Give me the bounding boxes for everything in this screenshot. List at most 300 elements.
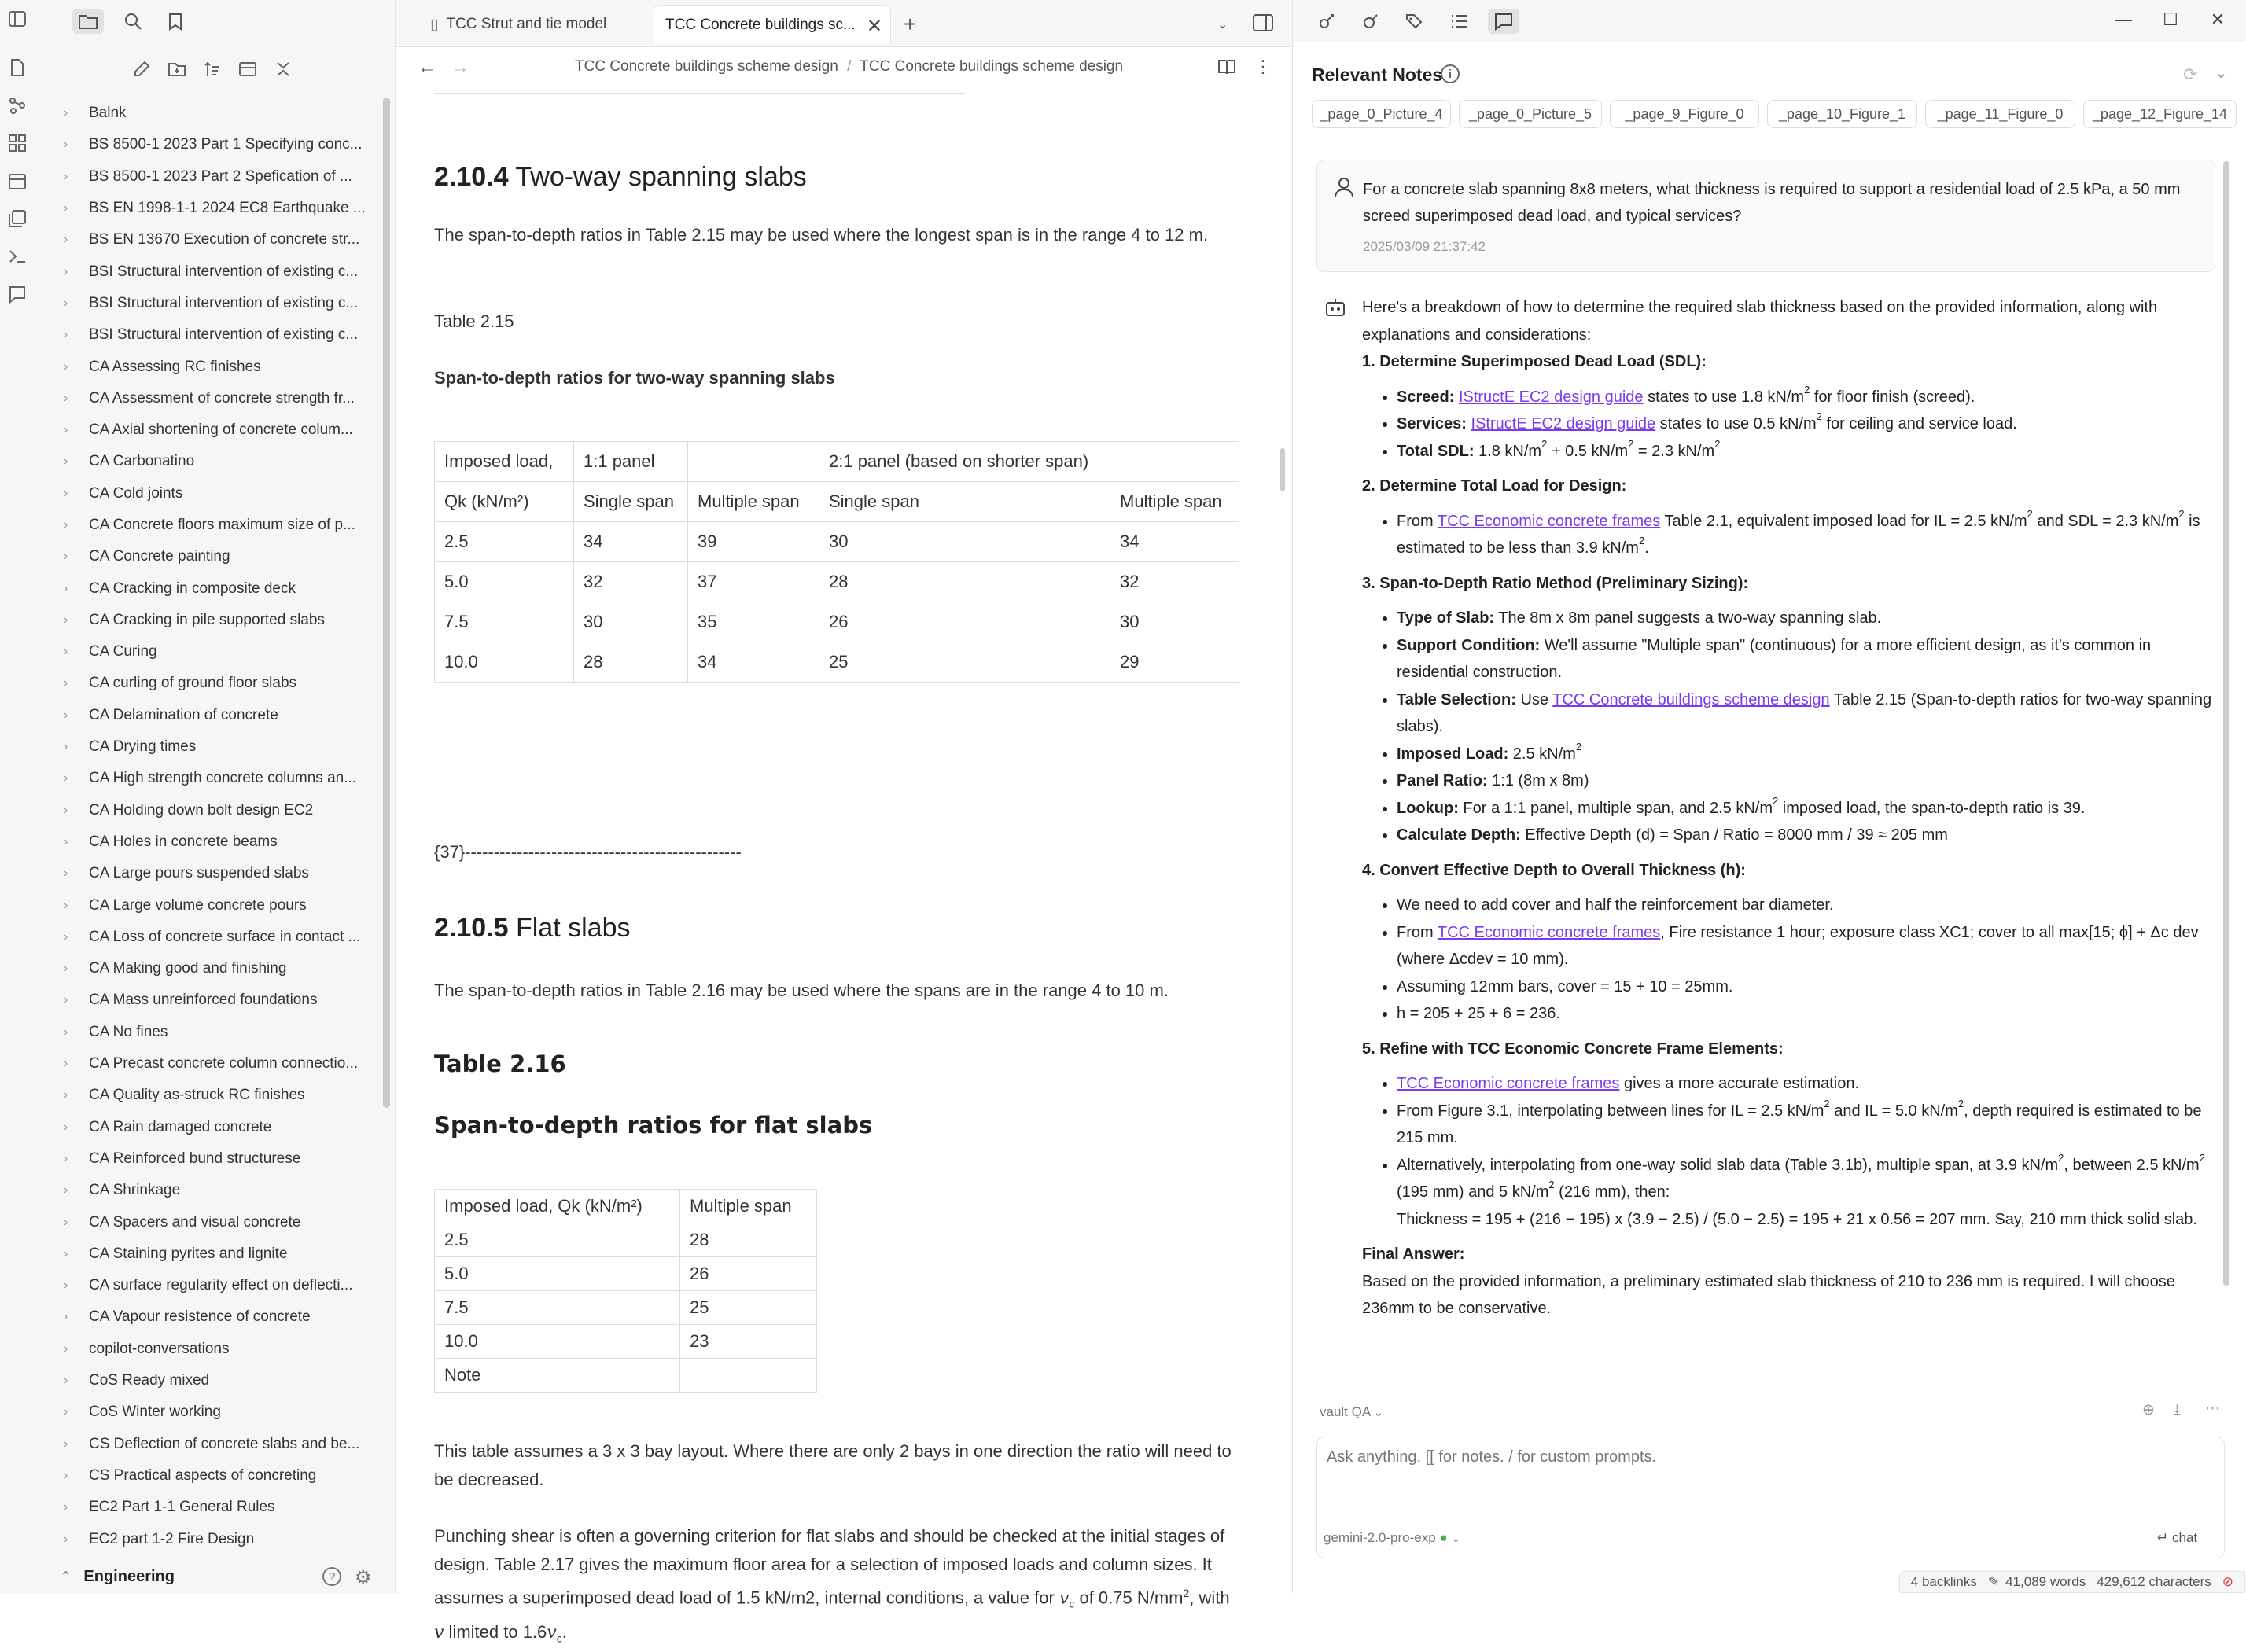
table-cell: 7.5	[435, 1291, 680, 1325]
file-tree-item[interactable]	[35, 98, 381, 129]
table-cell: 2:1 panel (based on shorter span)	[819, 442, 1110, 482]
table-row	[435, 1325, 817, 1359]
tab-list-chevron-down-icon[interactable]: ⌄	[1217, 18, 1228, 31]
file-tree-item[interactable]	[35, 1365, 381, 1396]
table-cell: 1:1 panel	[574, 442, 688, 482]
file-tree-item-label: CA High strength concrete columns an...	[89, 770, 357, 787]
new-note-icon[interactable]	[131, 59, 152, 79]
file-tree-item[interactable]	[35, 605, 381, 636]
table-caption: Span-to-depth ratios for two-way spanning slabs	[434, 368, 835, 388]
new-note-icon[interactable]	[8, 58, 27, 77]
list-item: • Imposed Load: 2.5 $kN/m^2$	[1397, 741, 2219, 768]
chevron-right-icon[interactable]: ›	[64, 1215, 68, 1229]
user-question: For a concrete slab spanning 8x8 meters, what thickness is required to support a residential load of 2.5 kPa, a 50 mm screed superimposed dead load, and typical services?	[1363, 181, 2181, 225]
chevron-right-icon[interactable]: ›	[64, 138, 68, 152]
outline-list-icon[interactable]	[1444, 9, 1475, 34]
chevron-right-icon[interactable]: ›	[64, 993, 68, 1007]
chevron-right-icon[interactable]: ›	[64, 233, 68, 247]
table-cell: 2.5	[435, 1223, 680, 1257]
chevron-right-icon[interactable]: ›	[64, 264, 68, 278]
table-cell: 7.5	[435, 602, 574, 642]
file-tree-item-label: CA Delamination of concrete	[89, 706, 278, 723]
user-message	[1316, 160, 2215, 272]
list-item: • Services: IStructE EC2 design guide states to use 0.5 $kN/m^2$ for ceiling and service load.	[1397, 410, 2219, 438]
file-tree-item[interactable]	[35, 446, 381, 477]
file-tree-item[interactable]	[35, 256, 381, 287]
list-item: • We need to add cover and half the reinforcement bar diameter.	[1397, 892, 2219, 919]
file-tree-item[interactable]	[35, 1206, 381, 1238]
tab-label: TCC Concrete buildings sc...	[665, 16, 856, 33]
chevron-right-icon[interactable]: ›	[64, 898, 68, 912]
model-status-icon: ●	[1439, 1530, 1448, 1545]
file-tree-item[interactable]	[35, 1048, 381, 1080]
table-cell: 5.0	[435, 1257, 680, 1291]
file-tree-item-label: CA Cracking in pile supported slabs	[89, 611, 325, 628]
file-tree-item-label: BS 8500-1 2023 Part 1 Specifying conc...	[89, 136, 363, 153]
file-tree-item-label: CA Holes in concrete beams	[89, 833, 278, 850]
file-tree-item[interactable]	[35, 763, 381, 794]
file-tree-item-label: CA Spacers and visual concrete	[89, 1213, 301, 1231]
file-tree-item[interactable]	[35, 510, 381, 541]
answer-step-heading: 2. Determine Total Load for Design:	[1362, 477, 1627, 495]
backlinks-count[interactable]: 4 backlinks	[1910, 1574, 1977, 1589]
maximize-icon[interactable]: ☐	[2163, 9, 2178, 29]
file-tree-item-label: Balnk	[89, 105, 127, 122]
refresh-icon[interactable]: ⟳	[2183, 64, 2198, 84]
file-tree-item-label: CA Assessing RC finishes	[89, 358, 261, 375]
save-chat-download-icon[interactable]: ⤓	[2174, 1401, 2181, 1418]
chevron-right-icon[interactable]: ›	[64, 1246, 68, 1260]
file-tree-item[interactable]	[35, 478, 381, 510]
file-tree-item[interactable]	[35, 1175, 381, 1206]
file-tree-item-label: CA Assessment of concrete strength fr...	[89, 389, 355, 407]
table-row	[435, 642, 1239, 683]
file-tree-item-label: BSI Structural intervention of existing c...	[89, 263, 359, 280]
vault-switcher[interactable]	[35, 1560, 396, 1593]
chevron-right-icon[interactable]: ›	[64, 328, 68, 342]
breadcrumb-parent[interactable]: TCC Concrete buildings scheme design	[575, 58, 838, 75]
chevron-right-icon[interactable]: ›	[64, 1500, 68, 1514]
relevant-note-chip[interactable]: _page_11_Figure_0	[1925, 100, 2075, 128]
section-heading-2-10-5: 2.10.5 Flat slabs	[434, 913, 631, 943]
chevron-right-icon[interactable]: ›	[64, 1374, 68, 1388]
chevron-right-icon[interactable]: ›	[64, 1310, 68, 1324]
chevron-right-icon[interactable]: ›	[64, 1025, 68, 1039]
sort-icon[interactable]	[202, 59, 223, 79]
table-row	[435, 482, 1239, 522]
chevron-right-icon[interactable]: ›	[64, 296, 68, 310]
chevron-right-icon[interactable]: ›	[64, 613, 68, 627]
answer-step-heading: 3. Span-to-Depth Ratio Method (Preliminary Sizing):	[1362, 574, 1749, 592]
reading-view-book-icon[interactable]	[1217, 58, 1236, 79]
settings-gear-icon[interactable]: ⚙	[355, 1567, 372, 1588]
copilot-chat-pane	[1292, 0, 2245, 1593]
table-cell	[680, 1359, 817, 1393]
ai-answer	[1362, 294, 2219, 1323]
chevron-right-icon[interactable]: ›	[64, 359, 68, 373]
file-tree-item[interactable]	[35, 922, 381, 953]
table-cell: 5.0	[435, 562, 574, 602]
file-tree-item[interactable]	[35, 826, 381, 858]
table-caption: Span-to-depth ratios for flat slabs	[434, 1112, 873, 1139]
chat-input[interactable]	[1327, 1448, 2207, 1496]
templates-icon[interactable]	[8, 209, 27, 228]
file-tree-item-label: CA Concrete painting	[89, 548, 230, 565]
close-window-icon[interactable]: ✕	[2210, 9, 2226, 29]
file-tree-item-label: BSI Structural intervention of existing c...	[89, 326, 359, 344]
new-chat-icon[interactable]: ⊕	[2142, 1402, 2155, 1418]
table-row	[435, 442, 1239, 482]
file-tree-item-label: CA Axial shortening of concrete colum...	[89, 421, 353, 439]
table-cell: 34	[1110, 522, 1239, 562]
relevant-note-chip[interactable]: _page_12_Figure_14	[2083, 100, 2237, 128]
list-item: • Support Condition: We'll assume "Multiple span" (continuous) for a more efficient design, as it's common in residential construction.	[1397, 632, 2219, 686]
list-item: • TCC Economic concrete frames gives a more accurate estimation.	[1397, 1070, 2219, 1098]
list-item: • Total SDL: 1.8 $kN/m^2 + 0.5$ $kN/m^2 = 2.3$ $kN/m^2$	[1397, 438, 2219, 465]
relevant-note-chip[interactable]: _page_10_Figure_1	[1767, 100, 1917, 128]
table-cell: 28	[680, 1223, 817, 1257]
chevron-right-icon[interactable]: ›	[64, 676, 68, 690]
more-options-icon[interactable]: ⋯	[2205, 1400, 2220, 1417]
list-item: • Panel Ratio: 1:1 (8m x 8m)	[1397, 767, 2219, 795]
note-link[interactable]: TCC Economic concrete frames	[1437, 512, 1661, 530]
table-row	[435, 522, 1239, 562]
file-explorer-toolbar	[35, 55, 396, 83]
file-tree-item[interactable]	[35, 668, 381, 699]
file-tree-item-label: CA Rain damaged concrete	[89, 1118, 272, 1135]
tab-bar	[396, 0, 1292, 47]
table-cell: Single span	[819, 482, 1110, 522]
file-tree-item-label: CA Vapour resistence of concrete	[89, 1308, 311, 1326]
answer-step-heading: 1. Determine Superimposed Dead Load (SDL):	[1362, 353, 1707, 370]
file-tree-item[interactable]	[35, 953, 381, 984]
list-item: • Assuming 12mm bars, cover = 15 + 10 = 25mm.	[1397, 973, 2219, 1001]
file-tree-item-label: CA Cracking in composite deck	[89, 579, 296, 597]
file-tree-item-label: CA Concrete floors maximum size of p...	[89, 517, 355, 533]
paragraph: The span-to-depth ratios in Table 2.16 may be used where the spans are in the range 4 to 10 m.	[434, 981, 1169, 1000]
more-options-icon[interactable]: ⋮	[1254, 57, 1272, 76]
tags-icon[interactable]	[1400, 9, 1431, 34]
vault-name: Engineering	[83, 1567, 175, 1585]
file-tree-item[interactable]	[35, 1112, 381, 1143]
comment-icon[interactable]	[8, 285, 27, 304]
section-heading-2-10-4: 2.10.4 Two-way spanning slabs	[434, 162, 807, 192]
file-tree-item[interactable]	[35, 984, 381, 1016]
file-tree-item[interactable]	[35, 193, 381, 224]
table-cell	[688, 442, 819, 482]
message-timestamp: 2025/03/09 21:37:42	[1363, 239, 1486, 254]
sidebar-toggle-icon[interactable]	[8, 9, 27, 28]
word-count: 41,089 words	[2005, 1574, 2086, 1589]
sidebar-tab-header	[35, 0, 396, 42]
mode-selector[interactable]: vault QA ⌄	[1320, 1404, 1383, 1419]
chevron-right-icon[interactable]: ›	[64, 201, 68, 215]
file-tree-item-label: CA Curing	[89, 643, 157, 660]
file-tree-item[interactable]	[35, 1301, 381, 1333]
chevron-right-icon[interactable]: ›	[64, 1151, 68, 1165]
file-tree-item[interactable]	[35, 1080, 381, 1111]
file-tree-item[interactable]	[35, 858, 381, 889]
chat-input-box	[1316, 1437, 2225, 1558]
chevron-right-icon[interactable]: ›	[64, 486, 68, 500]
list-item: • From TCC Economic concrete frames, Fire resistance 1 hour; exposure class XC1; cover to all max[15; ϕ] + Δc dev (where Δcdev = 10 mm).	[1397, 919, 2219, 973]
file-tree-item-label: CA Reinforced bund structurese	[89, 1150, 301, 1167]
list-item: • Table Selection: Use TCC Concrete buildings scheme design Table 2.15 (Span-to-depth ratios for two-way spanning slabs).	[1397, 686, 2219, 741]
file-tree-item[interactable]	[35, 1143, 381, 1175]
canvas-icon[interactable]	[8, 134, 27, 153]
chevron-right-icon[interactable]: ›	[64, 1120, 68, 1134]
chevron-right-icon[interactable]: ›	[64, 645, 68, 659]
table-cell: Note	[435, 1359, 680, 1393]
chevron-right-icon[interactable]: ›	[64, 1183, 68, 1198]
file-tree-item[interactable]	[35, 383, 381, 414]
paragraph: Punching shear is often a governing criterion for flat slabs and should be checked at the initial stages of design. Table 2.17 gives the maximum floor area for a selection of imposed loads and column sizes. It assumes a superimposed dead load of 1.5 kN/m2, internal conditions, a value for $v_c$ of 0.75 $N/mm^2$, with v limited to $1.6v_c$.	[434, 1526, 1230, 1645]
file-tree-item-label: copilot-conversations	[89, 1340, 230, 1357]
file-tree-item-label: EC2 Part 1-1 General Rules	[89, 1499, 275, 1516]
model-selector[interactable]: gemini-2.0-pro-exp ● ⌄	[1324, 1530, 1461, 1545]
file-tree-item[interactable]	[35, 129, 381, 160]
file-tree-item-label: CS Practical aspects of concreting	[89, 1466, 317, 1484]
final-answer-text: Based on the provided information, a preliminary estimated slab thickness of 210 to 236 mm is required. I will choose 236mm to be conservative.	[1362, 1272, 2175, 1317]
chevron-right-icon[interactable]: ›	[64, 803, 68, 817]
list-item: • Alternatively, interpolating from one-way solid slab data (Table 3.1b), multiple span, at 3.9 $kN/m^2$, between 2.5 $kN/m^2$ (195 mm) and 5 $kN/m^2$ (216 mm), then: Thickness = 195 + (216 − 195) x (3.9 − 2.5) / (5.0 − 2.5) = 195 + 21 x 0.56 = 207 mm. Say, 210 mm thick solid slab.	[1397, 1152, 2219, 1234]
chevron-right-icon[interactable]: ›	[64, 740, 68, 754]
file-tree-item-label: CoS Winter working	[89, 1404, 221, 1421]
note-link[interactable]: IStructE EC2 design guide	[1471, 415, 1656, 432]
table-cell: 34	[688, 642, 819, 683]
ai-bot-icon	[1324, 297, 1346, 322]
table-cell: 29	[1110, 642, 1239, 683]
table-row	[435, 562, 1239, 602]
file-tree-item[interactable]	[35, 319, 381, 351]
chevron-right-icon[interactable]: ›	[64, 962, 68, 976]
table-cell: 25	[680, 1291, 817, 1325]
note-content	[396, 91, 1292, 1645]
file-tree-item[interactable]	[35, 161, 381, 193]
chevron-right-icon[interactable]: ›	[64, 581, 68, 595]
table-cell: 10.0	[435, 642, 574, 683]
note-link[interactable]: TCC Economic concrete frames	[1437, 923, 1661, 941]
note-link[interactable]: TCC Concrete buildings scheme design	[1552, 690, 1830, 708]
file-tree-item-label: CA Quality as-struck RC finishes	[89, 1087, 305, 1104]
back-arrow-icon[interactable]: ←	[418, 57, 436, 78]
send-chat-button[interactable]: ↵ chat	[2157, 1530, 2198, 1545]
table-cell: 39	[688, 522, 819, 562]
edit-pencil-icon[interactable]: ✎	[1987, 1574, 2000, 1589]
right-pane-header	[1293, 0, 2246, 42]
file-tree-item-label: CS Deflection of concrete slabs and be...	[89, 1435, 360, 1452]
file-tree-item-label: CA Carbonatino	[89, 453, 195, 470]
table-cell: Imposed load,	[435, 442, 574, 482]
help-icon[interactable]: ?	[322, 1567, 341, 1586]
file-tree-item-label: BS EN 1998-1-1 2024 EC8 Earthquake ...	[89, 200, 366, 217]
file-tree-item-label: CA Precast concrete column connectio...	[89, 1055, 359, 1073]
relevant-note-chip[interactable]: _page_0_Picture_5	[1459, 100, 1602, 128]
file-tree-item[interactable]	[35, 224, 381, 256]
table-row	[435, 1359, 817, 1393]
terminal-icon[interactable]	[8, 247, 27, 266]
file-explorer-sidebar	[35, 0, 396, 1593]
file-tree-item[interactable]	[35, 1523, 381, 1554]
chevron-right-icon[interactable]: ›	[64, 1532, 68, 1546]
right-sidebar-toggle-icon[interactable]	[1253, 11, 1273, 35]
new-folder-icon[interactable]	[167, 59, 187, 79]
file-tree-item[interactable]	[35, 1460, 381, 1492]
file-tree-item[interactable]	[35, 1334, 381, 1365]
table-cell: 26	[680, 1257, 817, 1291]
file-tree-item-label: CA surface regularity effect on deflecti...	[89, 1277, 353, 1294]
file-tree-item[interactable]	[35, 1396, 381, 1428]
table-2-15	[434, 441, 1239, 683]
link-search-icon[interactable]	[1356, 9, 1387, 34]
auto-reveal-icon[interactable]	[237, 59, 258, 79]
note-link[interactable]: TCC Economic concrete frames	[1397, 1075, 1620, 1092]
file-tree-item[interactable]	[35, 795, 381, 826]
ribbon	[0, 0, 35, 1593]
file-tree-item[interactable]	[35, 1270, 381, 1301]
chevron-right-icon[interactable]: ›	[64, 1468, 68, 1482]
collapse-all-icon[interactable]	[273, 59, 293, 79]
file-tree	[35, 98, 381, 1549]
file-tree-item[interactable]	[35, 572, 381, 604]
table-cell: Multiple span	[680, 1190, 817, 1223]
editor-pane	[396, 0, 1292, 1645]
model-chevron-down-icon: ⌄	[1451, 1532, 1461, 1544]
file-tree-item-label: CA Mass unreinforced foundations	[89, 992, 318, 1009]
file-tree-item[interactable]	[35, 1017, 381, 1048]
answer-step-heading: 5. Refine with TCC Economic Concrete Frame Elements:	[1362, 1039, 1784, 1058]
chevron-right-icon[interactable]: ›	[64, 106, 68, 120]
chevron-right-icon[interactable]: ›	[64, 423, 68, 437]
table-cell: 28	[574, 642, 688, 683]
table-row	[435, 1257, 817, 1291]
table-cell	[1110, 442, 1239, 482]
chevron-right-icon[interactable]: ›	[64, 929, 68, 944]
relevant-note-chip[interactable]: _page_9_Figure_0	[1610, 100, 1759, 128]
relevant-notes-title: Relevant Notes	[1312, 64, 1443, 85]
table-cell: 2.5	[435, 522, 574, 562]
breadcrumb-current[interactable]: TCC Concrete buildings scheme design	[860, 58, 1124, 75]
info-icon[interactable]: i	[1441, 64, 1460, 83]
chevron-right-icon[interactable]: ›	[64, 169, 68, 183]
chevron-right-icon[interactable]: ›	[64, 834, 68, 848]
files-tab-folder-icon[interactable]	[72, 9, 104, 34]
sync-error-icon[interactable]: ⊘	[2222, 1574, 2233, 1589]
chat-scrollbar[interactable]	[2223, 161, 2229, 1286]
list-item: • Screed: IStructE EC2 design guide states to use 1.8 $kN/m^2$ for floor finish (screed).	[1397, 384, 2219, 411]
chevron-right-icon[interactable]: ›	[64, 771, 68, 786]
relevant-note-chip[interactable]: _page_0_Picture_4	[1312, 100, 1451, 128]
paragraph: The span-to-depth ratios in Table 2.15 may be used where the longest span is in the range 4 to 12 m.	[434, 225, 1209, 245]
file-tree-item-label: CA No fines	[89, 1023, 168, 1040]
answer-step-heading: 4. Convert Effective Depth to Overall Thickness (h):	[1362, 861, 1746, 879]
file-tree-item[interactable]	[35, 1492, 381, 1523]
file-tree-item-label: BS 8500-1 2023 Part 2 Spefication of ...	[89, 167, 352, 185]
chevron-right-icon[interactable]: ›	[64, 1279, 68, 1293]
breadcrumb-separator: /	[847, 58, 852, 75]
list-item: • Lookup: For a 1:1 panel, multiple span, and 2.5 $kN/m^2$ imposed load, the span-to-depth ratio is 39.	[1397, 795, 2219, 822]
file-tree-item[interactable]	[35, 700, 381, 731]
character-count: 429,612 characters	[2097, 1574, 2211, 1589]
table-cell: 30	[1110, 602, 1239, 642]
calendar-icon[interactable]	[8, 171, 27, 190]
collapse-chevron-down-icon[interactable]: ⌄	[2215, 64, 2228, 82]
sidebar-scrollbar[interactable]	[383, 98, 390, 1108]
file-tree-item[interactable]	[35, 889, 381, 921]
minimize-icon[interactable]: —	[2115, 9, 2132, 29]
file-tree-item-label: CA Cold joints	[89, 484, 183, 502]
table-cell: 37	[688, 562, 819, 602]
chevron-right-icon[interactable]: ›	[64, 454, 68, 469]
paragraph: This table assumes a 3 x 3 bay layout. Where there are only 2 bays in one direction the ratio will need to be decreased.	[434, 1441, 1232, 1489]
table-2-16	[434, 1189, 817, 1393]
chevron-right-icon[interactable]: ›	[64, 550, 68, 564]
file-tree-item[interactable]	[35, 351, 381, 382]
vault-switch-icon: ⌃	[61, 1570, 72, 1584]
chevron-right-icon[interactable]: ›	[64, 708, 68, 722]
chevron-right-icon[interactable]: ›	[64, 1437, 68, 1451]
table-cell: 23	[680, 1325, 817, 1359]
close-tab-icon[interactable]: ✕	[866, 16, 882, 37]
table-cell: 26	[819, 602, 1110, 642]
search-icon[interactable]	[117, 9, 149, 34]
table-cell: Qk (kN/m²)	[435, 482, 574, 522]
file-tree-item[interactable]	[35, 1238, 381, 1270]
chevron-right-icon[interactable]: ›	[64, 391, 68, 405]
table-cell: Single span	[574, 482, 688, 522]
chevron-right-icon[interactable]: ›	[64, 1057, 68, 1071]
file-tree-item[interactable]	[35, 541, 381, 572]
link-plugin-icon[interactable]	[1312, 9, 1343, 34]
forward-arrow-icon[interactable]: →	[451, 57, 469, 78]
user-avatar-icon	[1333, 176, 1355, 202]
file-tree-item-label: CA Staining pyrites and lignite	[89, 1245, 288, 1262]
bookmark-icon[interactable]	[160, 9, 191, 34]
chevron-right-icon[interactable]: ›	[64, 518, 68, 532]
graph-view-icon[interactable]	[8, 96, 27, 115]
file-tree-item-label: CA curling of ground floor slabs	[89, 675, 297, 692]
table-row	[435, 1291, 817, 1325]
note-link[interactable]: IStructE EC2 design guide	[1458, 388, 1644, 406]
file-tree-item[interactable]	[35, 414, 381, 446]
divider	[434, 93, 965, 94]
table-cell: Multiple span	[688, 482, 819, 522]
chevron-right-icon[interactable]: ›	[64, 866, 68, 881]
list-item: • From Figure 3.1, interpolating between lines for IL = 2.5 $kN/m^2$ and IL = 5.0 $kN/m^2$, depth required is estimated to be 215 mm.	[1397, 1098, 2219, 1152]
chat-bubble-icon[interactable]	[1488, 9, 1519, 34]
file-tree-item-label: CA Making good and finishing	[89, 960, 287, 977]
chevron-right-icon[interactable]: ›	[64, 1088, 68, 1102]
table-cell: 32	[1110, 562, 1239, 602]
file-tree-item-label: BS EN 13670 Execution of concrete str...	[89, 231, 360, 248]
mode-chevron-down-icon: ⌄	[1374, 1406, 1383, 1418]
tab-concrete-buildings[interactable]	[654, 5, 891, 44]
file-tree-item[interactable]	[35, 1428, 381, 1459]
tab-strut-and-tie[interactable]	[407, 5, 643, 44]
final-answer-title: Final Answer:	[1362, 1245, 1465, 1263]
file-tree-item[interactable]	[35, 288, 381, 319]
file-tree-item[interactable]	[35, 731, 381, 763]
file-tree-item-label: CA Shrinkage	[89, 1182, 181, 1199]
page-break-marker: {37}------------------------------------------------	[434, 842, 742, 862]
chevron-right-icon[interactable]: ›	[64, 1405, 68, 1419]
file-tree-item-label: CA Large pours suspended slabs	[89, 865, 309, 882]
chevron-right-icon[interactable]: ›	[64, 1341, 68, 1356]
file-tree-item[interactable]	[35, 636, 381, 668]
table-cell: 32	[574, 562, 688, 602]
new-tab-plus-icon[interactable]: +	[904, 12, 917, 36]
table-cell: 25	[819, 642, 1110, 683]
